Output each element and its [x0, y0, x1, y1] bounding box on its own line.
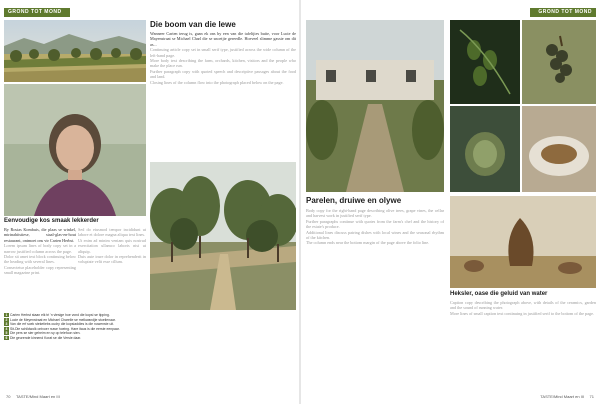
- legend-item: 5 Die pers se sier geheim en sy op telefoon sien.: [5, 331, 81, 336]
- footer-text: TASTE/Mind Maart en III: [16, 394, 60, 399]
- grapes-photo: [522, 20, 596, 104]
- section-header: GROND TOT MOND: [530, 8, 596, 17]
- photo-legend: [4, 313, 296, 389]
- right-page: [300, 0, 600, 404]
- olives-photo: [450, 20, 520, 104]
- portrait-caption-title: Eenvoudige kos smaak lekkerder: [4, 218, 99, 224]
- article-title-right: Parelen, druiwe en olywe: [306, 196, 402, 205]
- portrait-photo: [4, 84, 146, 216]
- right-caption-column: Caption copy describing the photograph above, with details of the ceramics, garden and the sound of running water. More lines of small caption text continuing in justified serif to the bottom of the page.: [450, 300, 596, 316]
- intro-text-column: Wanneer Carien terug is, gaan ek ons by een van die tafeltjies buite, voor Lucie de Mayenstraat se Michael Charl die se snoetjie gereedle. Hoeveel slimme gasste om dit as... Continuing article copy set in small serif type, justified across the wide column of the left-hand page. More body text describing the farm, orchards, kitchen, visitors and the people who make the place run. Further paragraph copy with quoted speech and descriptive passages about the food and land. Closing lines of the column flow into the photograph placed below on the page.: [150, 31, 296, 85]
- vase-photo: [450, 196, 596, 288]
- legend-item: 6 Die geurende kinnend Korat se die Versie daar.: [5, 335, 82, 340]
- page-number: 71: [589, 394, 594, 399]
- right-body-column: Body copy for the right-hand page describing olive trees, grape vines, the cellar and harvest work in justified serif type. Further paragraphs continue with quotes from the farm's chef and the history of the estate's produce. Additional lines discuss pairing dishes with local wines and the seasonal rhythm of the kitchen. The column ends near the bottom margin of the page above the folio line.: [306, 208, 444, 246]
- left-body-column: By Rosias Kombuis, die plaas se winkel, mtrinahitstiese, staal-glas-en-hout restaurant, ontmoet ons vir Carien Herbst. Lorem ipsum lines of body copy set in a narrow justified column across the page. Dolor sit amet text block continuing below the heading with several lines. Consectetur placeholder copy representing small magazine print.: [4, 227, 76, 276]
- fig-photo: [450, 106, 520, 192]
- caption-title: Heksler, oase die geluid van water: [450, 291, 548, 297]
- left-body-column-2: Sed do eiusmod tempor incididunt ut labore et dolore magna aliqua text lines. Ut enim ad minim veniam quis nostrud exercitation ullamco laboris nisi ut aliquip. Duis aute irure dolor in reprehenderit in voluptate velit esse cillum.: [78, 227, 146, 265]
- intro-text: Wanneer Carien terug is, gaan ek ons by een van die tafeltjies buite, voor Lucie de Mayenstraat se Michael Charl die se snoetjie gereedle. Hoeveel slimme gasste om dit as...: [150, 31, 296, 47]
- olive-grove-photo: [150, 162, 296, 310]
- body-intro: By Rosias Kombuis, die plaas se winkel, mtrinahitstiese, staal-glas-en-hout restaurant, ontmoet ons vir Carien Herbst.: [4, 227, 76, 243]
- legend-item: 3 Van die erf soek steketiebs oudry die kopsiaddies is die nuwenste uit.: [5, 322, 114, 327]
- legend-item: 4 Sit-Die schildwolk ontvoer nuwe hoeing. Hare itaus is die eerste eenpaar.: [5, 326, 120, 331]
- dish-photo: [522, 106, 596, 192]
- section-header: GROND TOT MOND: [4, 8, 70, 17]
- orchard-landscape-photo: [4, 20, 146, 82]
- article-title: Die boom van die lewe: [150, 20, 236, 29]
- footer-text: TASTE/Mind Maart en III: [540, 394, 584, 399]
- legend-item: 2 Lucie de Meyenstraat en Michael Charelle se melkwandjie stoelienaar.: [5, 317, 116, 322]
- page-number: 70: [6, 394, 11, 399]
- legend-item: 1 Carien Herbst staan elk tri 'n vlesige hoe vond die kopsi se tipping.: [5, 313, 110, 317]
- garden-photo: [306, 20, 444, 192]
